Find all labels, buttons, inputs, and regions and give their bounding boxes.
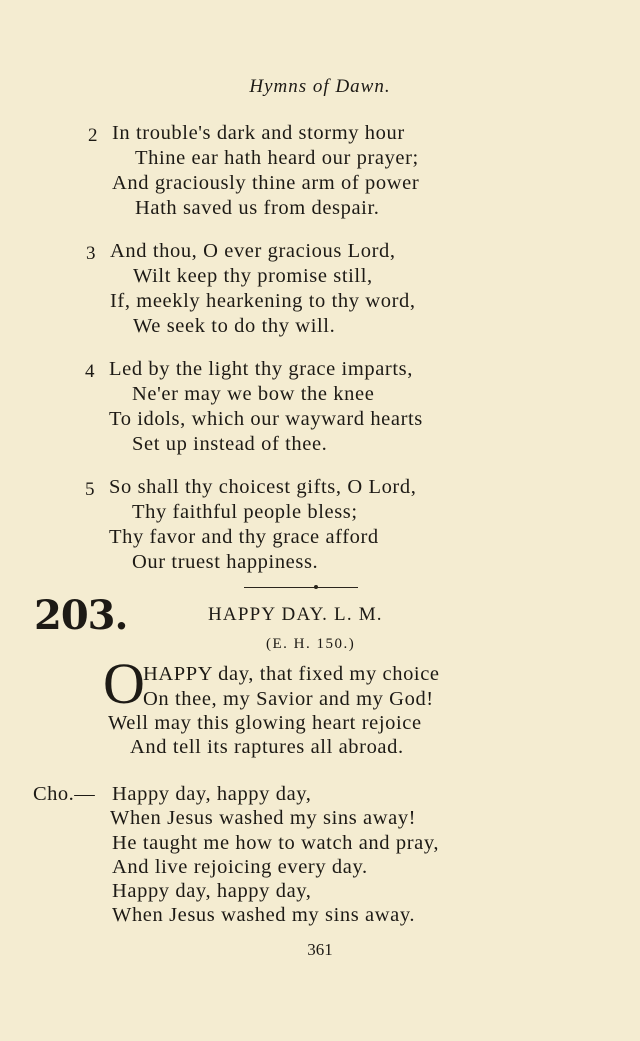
running-head: Hymns of Dawn. — [249, 76, 391, 97]
verse-line: Ne'er may we bow the knee — [132, 383, 375, 405]
verse-number: 3 — [86, 243, 96, 264]
verse-line: Thy favor and thy grace afford — [109, 526, 379, 548]
verse-line: We seek to do thy will. — [133, 315, 336, 337]
chorus-line: Happy day, happy day, — [112, 783, 312, 805]
verse-line: If, meekly hearkening to thy word, — [110, 290, 416, 312]
verse-line: HAPPY day, that fixed my choice — [143, 663, 440, 685]
verse-line: On thee, my Savior and my God! — [143, 688, 434, 710]
verse-line: Thy faithful people bless; — [132, 501, 358, 523]
verse-line: And graciously thine arm of power — [112, 172, 420, 194]
chorus-line: He taught me how to watch and pray, — [112, 832, 440, 854]
drop-cap: O — [103, 651, 145, 716]
divider-ornament — [314, 585, 318, 589]
chorus-line: When Jesus washed my sins away! — [110, 807, 417, 829]
verse-number: 2 — [88, 125, 98, 146]
verse-line: To idols, which our wayward hearts — [109, 408, 423, 430]
verse-number: 5 — [85, 479, 95, 500]
verse-line: And thou, O ever gracious Lord, — [110, 240, 396, 262]
hymn-number: 203. — [34, 592, 128, 639]
verse-line: Thine ear hath heard our prayer; — [135, 147, 419, 169]
verse-line: Wilt keep thy promise still, — [133, 265, 373, 287]
chorus-line: And live rejoicing every day. — [112, 856, 368, 878]
verse-line: So shall thy choicest gifts, O Lord, — [109, 476, 417, 498]
verse-line: Our truest happiness. — [132, 551, 319, 573]
page-number: 361 — [307, 940, 333, 959]
section-divider — [244, 587, 358, 588]
hymn-reference: (E. H. 150.) — [266, 636, 356, 652]
verse-line: Led by the light thy grace imparts, — [109, 358, 413, 380]
verse-line: Set up instead of thee. — [132, 433, 328, 455]
verse-line: In trouble's dark and stormy hour — [112, 122, 405, 144]
chorus-line: When Jesus washed my sins away. — [112, 904, 416, 926]
verse-line: Hath saved us from despair. — [135, 197, 380, 219]
verse-line: And tell its raptures all abroad. — [130, 736, 404, 758]
chorus-line: Happy day, happy day, — [112, 880, 312, 902]
hymn-title: HAPPY DAY. L. M. — [208, 604, 383, 625]
verse-number: 4 — [85, 361, 95, 382]
verse-line: Well may this glowing heart rejoice — [108, 712, 422, 734]
chorus-label: Cho.— — [33, 783, 96, 805]
